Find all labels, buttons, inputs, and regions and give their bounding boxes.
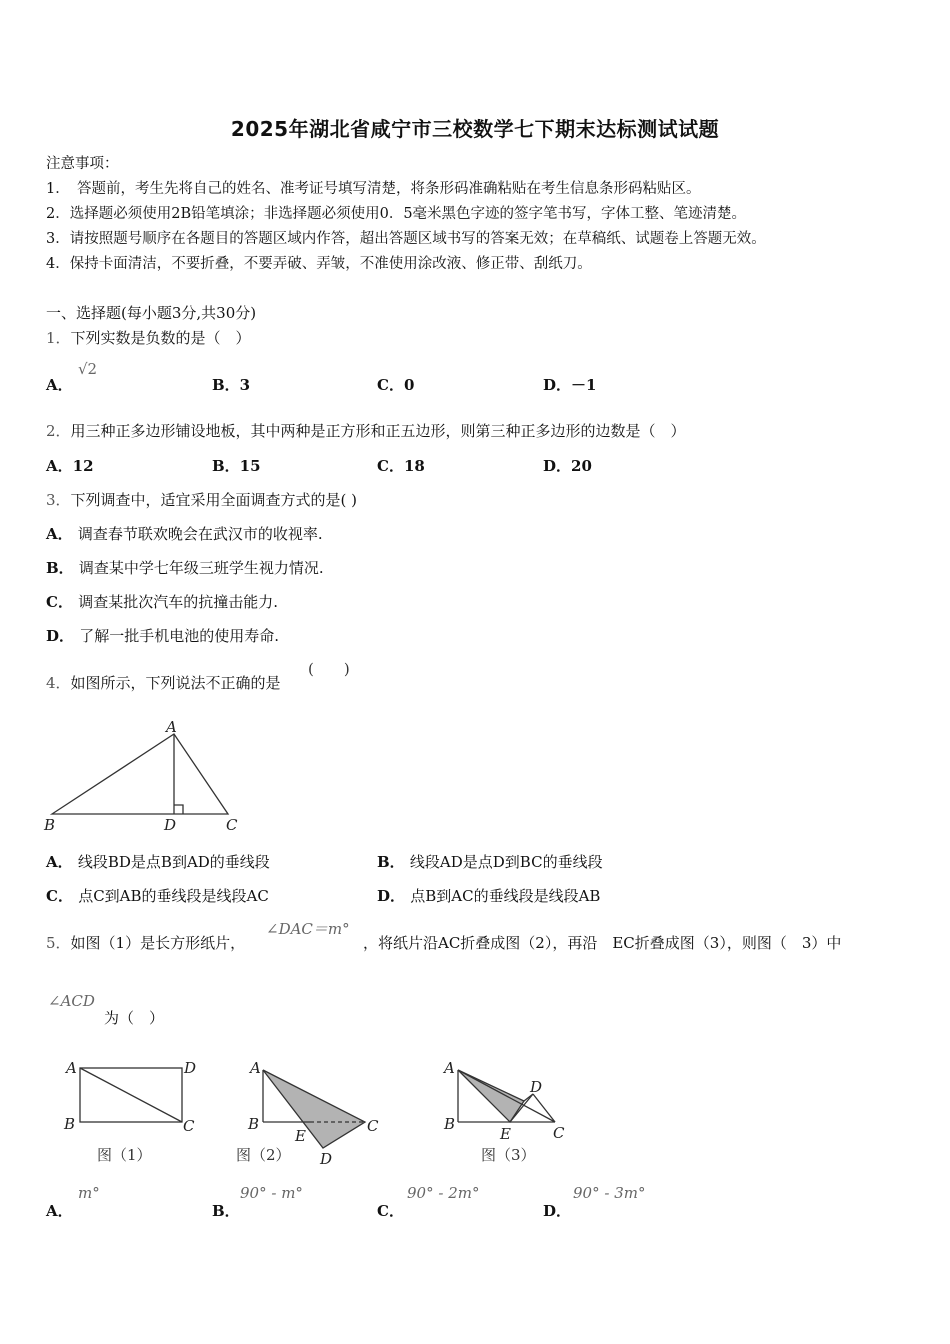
option-label: B． xyxy=(212,1202,240,1220)
q4-label-a: A xyxy=(166,718,177,736)
option-label: C． xyxy=(46,593,73,611)
q4-label-d: D xyxy=(164,816,177,834)
q2-option-a[interactable]: A．12 xyxy=(46,457,94,475)
option-label: A． xyxy=(46,853,73,871)
notice-item: 2．选择题必须使用2B铅笔填涂；非选择题必须使用0．5毫米黑色字迹的签字笔书写，字体工整、笔迹清楚。 xyxy=(46,206,747,222)
notice-heading: 注意事项： xyxy=(46,156,119,172)
option-label: C． xyxy=(377,1202,404,1220)
option-label: A． xyxy=(46,1202,73,1220)
option-label: D． xyxy=(377,887,406,905)
q5-option-c-math: 90° - 2m° xyxy=(407,1184,480,1202)
fig1-label-b: B xyxy=(64,1115,76,1133)
fig2-label-d: D xyxy=(320,1150,333,1168)
notice-item: 4．保持卡面清洁，不要折叠，不要弄破、弄皱，不准使用涂改液、修正带、刮纸刀。 xyxy=(46,256,592,272)
q5-option-d[interactable] xyxy=(543,1200,571,1221)
question-number: 3． xyxy=(46,491,71,509)
fig3-label-e: E xyxy=(500,1125,511,1143)
fig3-label-b: B xyxy=(444,1115,456,1133)
question-text: 下列实数是负数的是（ ） xyxy=(70,329,251,347)
fig3-label-d: D xyxy=(530,1078,543,1096)
option-label: D． xyxy=(543,1202,572,1220)
q5-option-a-math: m° xyxy=(78,1184,100,1202)
q5-option-b-math: 90° - m° xyxy=(240,1184,303,1202)
q1-option-b[interactable]: B．3 xyxy=(212,376,251,394)
option-label: D． xyxy=(46,627,75,645)
option-text: 点B到AC的垂线段是线段AB xyxy=(410,887,601,905)
q1-option-c[interactable]: C．0 xyxy=(377,376,415,394)
fig3-caption: 图（3） xyxy=(481,1146,536,1164)
option-text: 调查某中学七年级三班学生视力情况. xyxy=(78,559,324,577)
option-text: 调查某批次汽车的抗撞击能力. xyxy=(78,593,278,611)
q4-label-b: B xyxy=(44,816,56,834)
q5-option-b[interactable] xyxy=(212,1200,240,1221)
notice-item: 3．请按照题号顺序在各题目的答题区域内作答，超出答题区域书写的答案无效；在草稿纸、试题卷上答题无效。 xyxy=(46,231,766,247)
option-label: B． xyxy=(377,853,405,871)
q5-option-d-math: 90° - 3m° xyxy=(573,1184,646,1202)
fig2-caption: 图（2） xyxy=(236,1146,291,1164)
q2-option-d[interactable]: D．20 xyxy=(543,457,592,475)
question-number: 1． xyxy=(46,329,71,347)
question-number: 2． xyxy=(46,422,71,440)
fig1-label-d: D xyxy=(184,1059,197,1077)
option-text: 线段AD是点D到BC的垂线段 xyxy=(409,853,603,871)
option-label: A． xyxy=(46,376,73,394)
option-label: B． xyxy=(46,559,74,577)
question-number: 5． xyxy=(46,934,71,952)
question-text: 下列调查中，适宜采用全面调查方式的是( ) xyxy=(70,491,358,509)
question-text: 如图（1）是长方形纸片， xyxy=(70,934,246,952)
q2-option-b[interactable]: B．15 xyxy=(212,457,261,475)
question-5-end: 为（ ） xyxy=(104,1009,165,1027)
q2-option-c[interactable]: C．18 xyxy=(377,457,425,475)
q4-paren: ( ) xyxy=(308,660,350,678)
section-heading: 一、选择题(每小题3分,共30分) xyxy=(46,304,257,322)
q4-label-c: C xyxy=(226,816,238,834)
option-label: A． xyxy=(46,525,73,543)
page-title: 2025年湖北省咸宁市三校数学七下期末达标测试试题 xyxy=(230,117,720,141)
fig3-label-a: A xyxy=(444,1059,455,1077)
option-text: 调查春节联欢晚会在武汉市的收视率. xyxy=(77,525,323,543)
q1-option-d[interactable]: D．－1 xyxy=(543,376,597,394)
q5-figure-2 xyxy=(263,1070,365,1148)
q5-option-c[interactable] xyxy=(377,1200,404,1221)
question-5-cont: ，将纸片沿AC折叠成图（2），再沿 EC折叠成图（3），则图（ 3）中 xyxy=(363,934,842,952)
option-text: 点C到AB的垂线段是线段AC xyxy=(78,887,269,905)
q5-figure-1 xyxy=(80,1068,182,1122)
fig1-label-a: A xyxy=(66,1059,77,1077)
fig2-label-a: A xyxy=(250,1059,261,1077)
fig3-label-c: C xyxy=(553,1124,565,1142)
fig2-label-b: B xyxy=(248,1115,260,1133)
q5-math-angle-dac: ∠DAC＝m° xyxy=(266,920,350,938)
fig1-caption: 图（1） xyxy=(97,1146,152,1164)
question-number: 4． xyxy=(46,674,71,692)
q5-option-a[interactable] xyxy=(46,1200,73,1221)
notice-item: 1． 答题前，考生先将自己的姓名、准考证号填写清楚，将条形码准确粘贴在考生信息条形码粘贴区。 xyxy=(46,181,701,197)
question-text: 如图所示，下列说法不正确的是 xyxy=(70,674,281,692)
option-label: C． xyxy=(46,887,73,905)
q5-math-angle-acd: ∠ACD xyxy=(48,992,95,1010)
fig2-label-e: E xyxy=(295,1127,306,1145)
option-text: 了解一批手机电池的使用寿命. xyxy=(79,627,280,645)
question-text: 用三种正多边形铺设地板，其中两种是正方形和正五边形，则第三种正多边形的边数是（ ） xyxy=(70,422,686,440)
fig1-label-c: C xyxy=(183,1117,195,1135)
q1-option-a-math: √2 xyxy=(78,360,98,378)
option-text: 线段BD是点B到AD的垂线段 xyxy=(77,853,270,871)
fig2-label-c: C xyxy=(367,1117,379,1135)
